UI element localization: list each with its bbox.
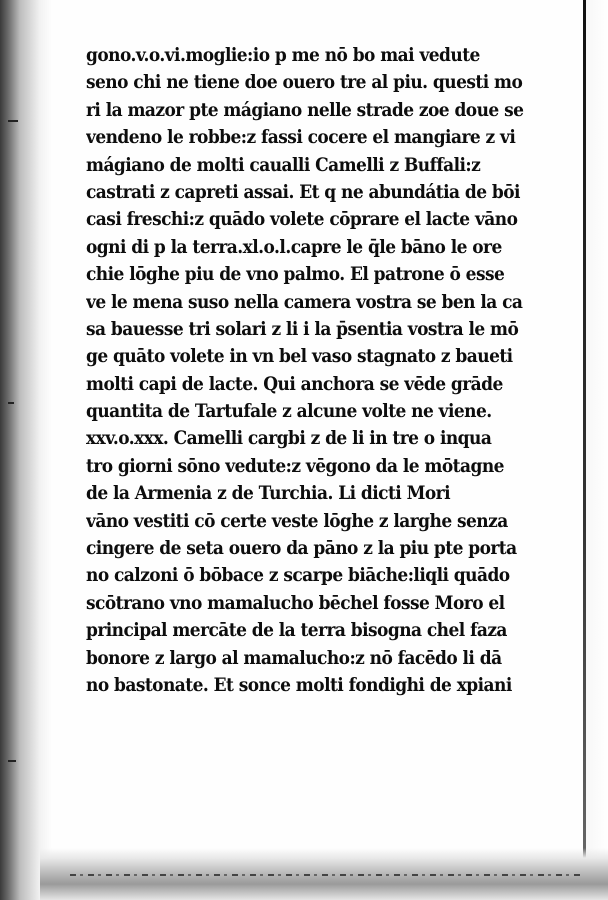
text-line: sa bauesse tri solari z li i la p̄sentia vostra le mō <box>86 318 519 340</box>
text-line: vendeno le robbe:z fassi cocere el mangiare z vi <box>86 127 516 149</box>
text-line: chie lōghe piu de vno palmo. El patrone ō esse <box>86 264 505 286</box>
text-line: molti capi de lacte. Qui anchora se vēde grāde <box>86 373 503 395</box>
text-line: cingere de seta ouero da pāno z la piu pte porta <box>86 538 517 560</box>
text-line: principal mercāte de la terra bisogna chel faza <box>86 620 507 642</box>
text-block <box>86 42 582 699</box>
text-line: ri la mazor pte mágiano nelle strade zoe doue se <box>86 99 524 121</box>
text-line: no calzoni ō bōbace z scarpe biāche:liqli quādo <box>86 565 510 587</box>
text-line: no bastonate. Et sonce molti fondighi de xpiani <box>86 674 512 696</box>
text-line: bonore z largo al mamalucho:z nō facēdo li dā <box>86 647 502 669</box>
page-gutter-shadow <box>0 0 52 900</box>
text-line: mágiano de molti caualli Camelli z Buffali:z <box>86 154 481 176</box>
text-line: xxv.o.xxx. Camelli cargbi z de li in tre o inqua <box>86 428 492 450</box>
text-line: ve le mena suso nella camera vostra se ben la ca <box>86 291 523 313</box>
gutter-speck <box>8 120 18 122</box>
page-right-edge <box>583 0 586 860</box>
text-line: seno chi ne tiene doe ouero tre al piu. questi mo <box>86 72 523 94</box>
text-line: scōtrano vno mamalucho bēchel fosse Moro el <box>86 592 505 614</box>
text-line: vāno vestiti cō certe veste lōghe z larghe senza <box>86 510 508 532</box>
gutter-speck <box>8 760 16 762</box>
text-line: castrati z capreti assai. Et q ne abundátia de bōi <box>86 181 520 203</box>
text-line: gono.v.o.vi.moglie:io p me nō bo mai vedute <box>86 45 480 66</box>
text-line: casi freschi:z quādo volete cōprare el lacte vāno <box>86 209 518 231</box>
text-line: de la Armenia z de Turchia. Li dicti Mori <box>86 483 450 505</box>
text-line: quantita de Tartufale z alcune volte ne viene. <box>86 401 492 423</box>
text-line: ogni di p la terra.xl.o.l.capre le q̄le bāno le ore <box>86 236 502 258</box>
page-bottom-edge <box>70 874 580 876</box>
gutter-speck <box>8 402 14 404</box>
text-line: ge quāto volete in vn bel vaso stagnato z baueti <box>86 346 513 368</box>
text-line: tro giorni sōno vedute:z vēgono da le mōtagne <box>86 455 504 477</box>
page-right-margin <box>586 0 608 900</box>
